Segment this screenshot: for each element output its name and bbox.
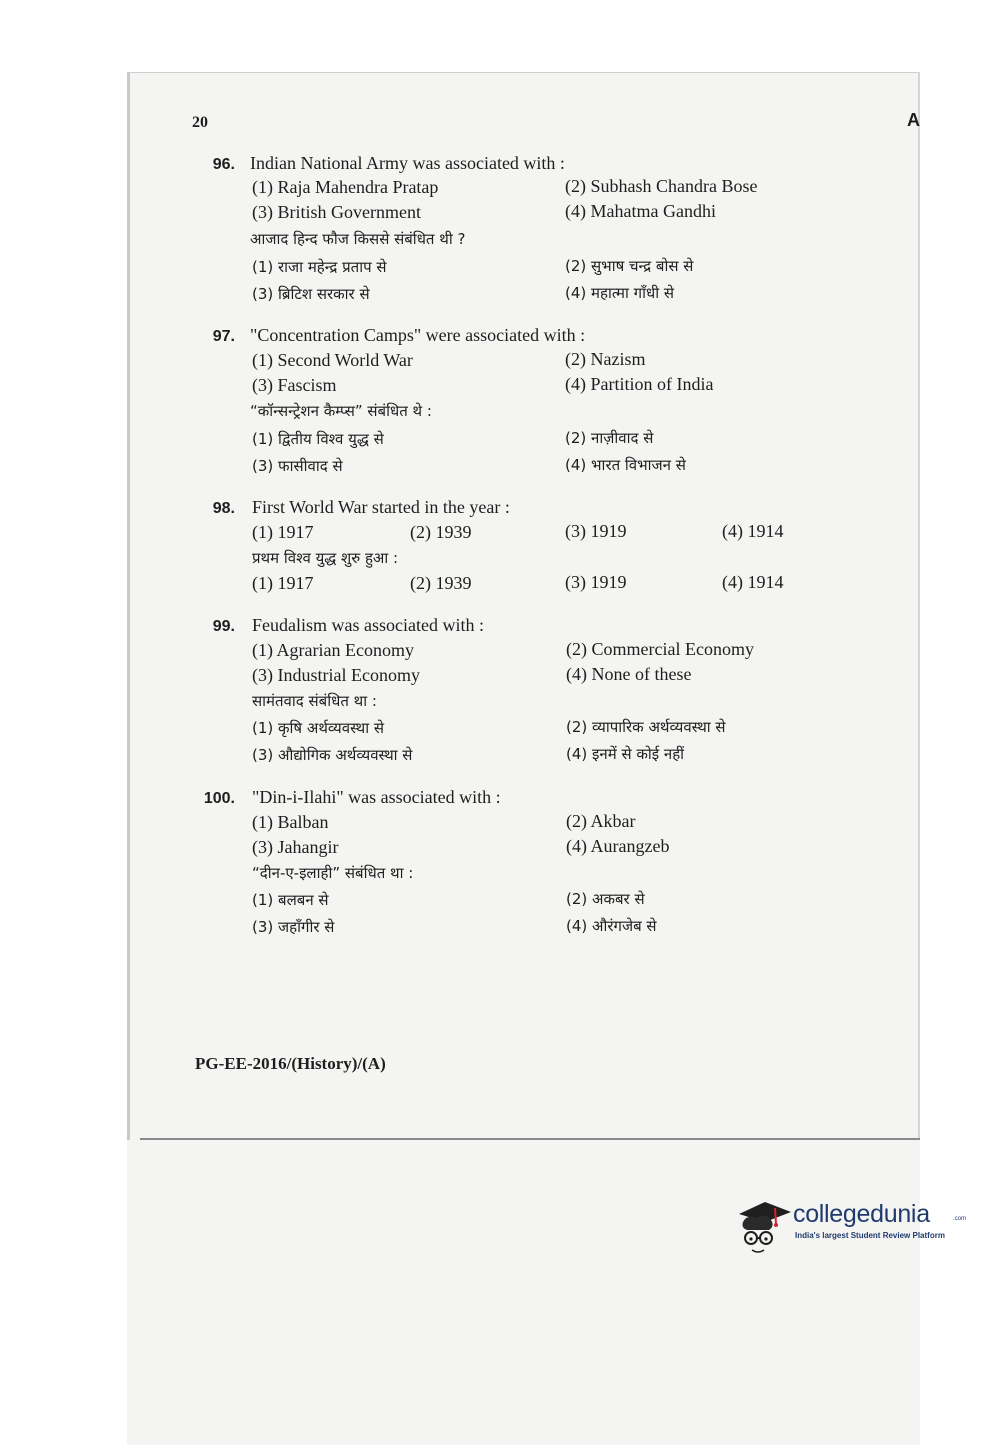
question-number: 100. [203,790,235,807]
option-en: (3) Fascism [252,375,337,395]
option-en: (4) Partition of India [565,374,714,394]
option-hi: (3) फासीवाद से [252,457,343,475]
option-en: (1) Balban [252,812,329,832]
option-hi: (2) अकबर से [566,890,645,908]
option-hi: (1) कृषि अर्थव्यवस्था से [252,719,384,737]
option-en: (4) 1914 [722,521,784,541]
option-hi: (2) 1939 [410,573,472,593]
option-en: (1) 1917 [252,522,314,542]
option-en: (4) None of these [566,664,692,684]
option-en: (3) British Government [252,202,421,222]
option-hi: (1) 1917 [252,573,314,593]
option-en: (2) Commercial Economy [566,639,754,659]
option-hi: (2) सुभाष चन्द्र बोस से [565,257,694,275]
option-hi: (4) औरंगजेब से [566,917,657,935]
question-text-hi: “दीन-ए-इलाही” संबंधित था : [252,864,414,882]
option-hi: (1) द्वितीय विश्व युद्ध से [252,430,384,448]
question-text-hi: सामंतवाद संबंधित था : [252,692,377,710]
option-en: (1) Raja Mahendra Pratap [252,177,439,197]
page-right-edge [918,72,920,1140]
option-hi: (3) औद्योगिक अर्थव्यवस्था से [252,746,413,764]
option-en: (4) Mahatma Gandhi [565,201,716,221]
option-en: (3) Jahangir [252,837,339,857]
exam-code-footer: PG-EE-2016/(History)/(A) [195,1054,386,1073]
question-text-hi: प्रथम विश्व युद्ध शुरु हुआ : [252,549,399,567]
page-bottom-rule [140,1138,920,1140]
option-en: (2) Subhash Chandra Bose [565,176,758,196]
page-number: 20 [192,114,208,131]
option-en: (2) 1939 [410,522,472,542]
option-en: (3) Industrial Economy [252,665,420,685]
option-hi: (4) 1914 [722,572,784,592]
logo-tagline: India's largest Student Review Platform [795,1231,945,1240]
question-text-en: Indian National Army was associated with : [250,153,565,173]
student-mascot-icon [735,1196,793,1258]
option-hi: (4) भारत विभाजन से [565,456,686,474]
option-hi: (1) राजा महेन्द्र प्रताप से [252,258,387,276]
collegedunia-logo [735,1196,967,1258]
question-number: 98. [212,500,235,517]
option-en: (2) Nazism [565,349,646,369]
question-text-hi: आजाद हिन्द फौज किससे संबंधित थी ? [250,230,466,248]
question-text-en: First World War started in the year : [252,497,510,517]
option-hi: (3) ब्रिटिश सरकार से [252,285,370,303]
question-text-en: "Din-i-Ilahi" was associated with : [252,787,501,807]
question-text-en: "Concentration Camps" were associated with : [250,325,586,345]
option-en: (2) Akbar [566,811,636,831]
set-letter: A [907,110,920,130]
option-hi: (1) बलबन से [252,891,329,909]
option-en: (4) Aurangzeb [566,836,670,856]
option-hi: (4) इनमें से कोई नहीं [566,745,685,763]
page-left-edge [127,72,130,1140]
option-en: (1) Second World War [252,350,413,370]
question-number: 99. [212,618,235,635]
logo-wordmark: collegedunia [793,1200,930,1228]
option-hi: (2) नाज़ीवाद से [565,429,654,447]
option-hi: (3) जहाँगीर से [252,918,335,936]
option-en: (1) Agrarian Economy [252,640,414,660]
question-number: 97. [212,328,235,345]
option-hi: (3) 1919 [565,572,627,592]
option-hi: (2) व्यापारिक अर्थव्यवस्था से [566,718,726,736]
question-text-en: Feudalism was associated with : [252,615,484,635]
question-number: 96. [212,156,235,173]
option-hi: (4) महात्मा गाँधी से [565,284,675,302]
question-text-hi: “कॉन्सन्ट्रेशन कैम्प्स” संबंधित थे : [250,402,432,420]
logo-domain: .com [953,1216,967,1222]
option-en: (3) 1919 [565,521,627,541]
